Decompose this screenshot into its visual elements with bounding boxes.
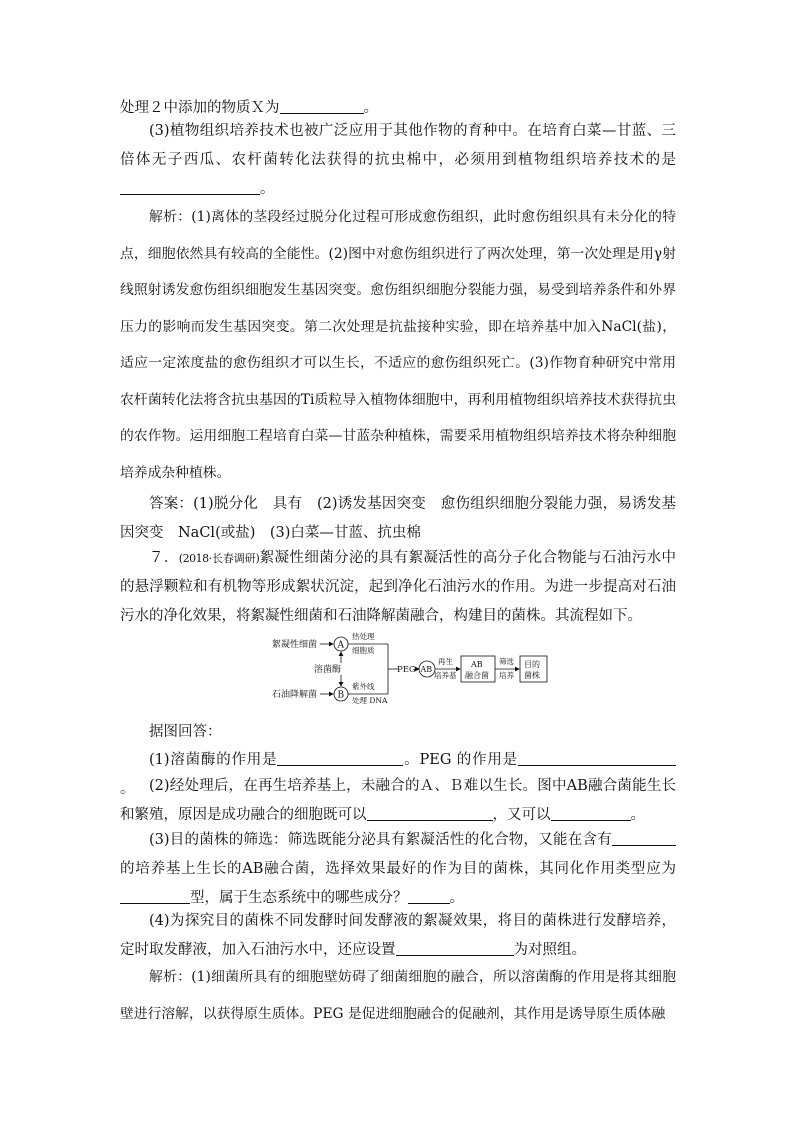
question-text: (3)目的菌株的筛选：筛选既能分泌具有絮凝活性的化合物，又能在含有 [149, 832, 612, 848]
top-step-label: 热处理 [352, 632, 375, 641]
question-text: (3)植物组织培养技术也被广泛应用于其他作物的育种中。在培育白菜—甘蓝、三倍体无子西瓜、农杆菌转化法获得的抗虫棉中，必须用到植物组织培养技术的是 [120, 123, 676, 168]
q6-analysis: 解析：(1)离体的茎段经过脱分化过程可形成愈伤组织，此时愈伤组织具有未分化的特点，细胞依然具有较高的全能性。(2)图中对愈伤组织进行了两次处理，第一次处理是用γ射线照射诱发愈伤组织细胞发生基因突变。愈伤组织细胞分裂能力强，易受到培养条件和外界压力的影响而发生基因突变。第二次处理是抗盐接种实验，即在培养基中加入NaCl(盐)，适应一定浓度盐的愈伤组织才可以生长，不适应的愈伤组织死亡。(3)作物育种研究中常用农杆菌转化法将含抗虫基因的Ti质粒导入植物体细胞中，再利用植物组织培养技术获得抗虫的农作物。运用细胞工程培育白菜—甘蓝杂种植株，需要采用植物组织培养技术将杂种细胞培养成杂种植株。 [120, 209, 676, 481]
question-text: 絮凝性细菌分泌的具有絮凝活性的高分子化合物能与石油污水中的悬浮颗粒和有机物等形成絮状沉淀，起到净化石油污水的作用。为进一步提高对石油污水的净化效果，将絮凝性细菌和石油降解菌融合，构建目的菌株。其流程如下。 [120, 550, 677, 624]
question-text: 为对照组。 [513, 942, 586, 958]
answer-blank [551, 806, 631, 821]
node-ab-label: AB [420, 665, 433, 674]
question-text: 型，属于生态系统中的哪些成分？ [190, 890, 408, 906]
regen-label: 培养基 [434, 671, 457, 680]
answer-blank [518, 751, 676, 766]
question-number: ７． [149, 550, 179, 566]
node-b-label: B [337, 690, 345, 701]
q6-answer: 答案：(1)脱分化 具有 (2)诱发基因突变 愈伤组织细胞分裂能力强，易诱发基因突变 NaCl(或盐) (3)白菜—甘蓝、抗虫棉 [120, 496, 676, 541]
q7-part3 [120, 826, 676, 913]
fused-label: 融合菌 [465, 671, 489, 680]
answer-blank [367, 806, 493, 821]
peg-label: PEG [397, 665, 416, 675]
question-text: (4)为探究目的菌株不同发酵时间发酵液的絮凝效果，将目的菌株进行发酵培养，定时取发酵液，加入石油污水中，还应设置 [120, 913, 676, 958]
question-text: ，又可以 [492, 807, 551, 823]
q7-prompt: 据图回答： [149, 724, 222, 740]
answer-blank [612, 831, 676, 846]
question-text: (1)溶菌酶的作用是 [149, 752, 278, 768]
question-text: (2)经处理后，在再生培养基上，未融合的Ａ、Ｂ难以生长。图中AB融合菌能生长和繁殖，原因是成功融合的细胞既可以 [120, 778, 676, 823]
text-fragment: 。 [120, 781, 135, 797]
q7-part4 [120, 907, 676, 965]
target-label: 目的 [524, 660, 540, 669]
text-fragment: 。 [260, 181, 275, 197]
answer-blank [396, 941, 514, 956]
top-step-label: 细胞质 [352, 646, 375, 655]
question-text: 。PEG 的作用是 [403, 752, 518, 768]
answer-blank [277, 751, 403, 766]
q7-stem [120, 544, 676, 631]
enzyme-label: 溶菌酶 [314, 665, 342, 675]
target-label: 菌株 [524, 671, 540, 680]
flow-diagram [270, 628, 550, 708]
answer-blank [120, 180, 260, 195]
answer-blank [120, 889, 190, 904]
q7-analysis: 解析：(1)细菌所具有的细胞壁妨碍了细菌细胞的融合，所以溶菌酶的作用是将其细胞壁进行溶解，以获得原生质体。PEG 是促进细胞融合的促融剂，其作用是诱导原生质体融 [120, 969, 676, 1022]
bottom-step-label: 紫外线 [352, 682, 375, 691]
answer-blank [280, 99, 364, 114]
node-a-label: A [337, 640, 344, 651]
text-fragment: 。 [630, 807, 645, 823]
answer-blank [408, 889, 450, 904]
q7-part2 [120, 772, 676, 830]
text-fragment: 。 [363, 100, 378, 116]
bottom-source-label: 石油降解菌 [272, 690, 318, 700]
screen-label: 培养 [499, 671, 514, 680]
text-fragment: 。 [449, 890, 464, 906]
bottom-step-label: 处理 DNA [352, 696, 388, 705]
fused-label: AB [471, 660, 483, 669]
text-fragment: 处理２中添加的物质Ｘ为 [120, 100, 280, 116]
question-source: (2018·长春调研) [178, 552, 260, 565]
regen-label: 再生 [438, 657, 453, 666]
top-source-label: 絮凝性细菌 [272, 640, 318, 650]
screen-label: 筛选 [499, 657, 514, 666]
question-text: 的培养基上生长的AB融合菌，选择效果最好的作为目的菌株，其同化作用类型应为 [120, 861, 676, 877]
q6-part3 [120, 117, 676, 204]
